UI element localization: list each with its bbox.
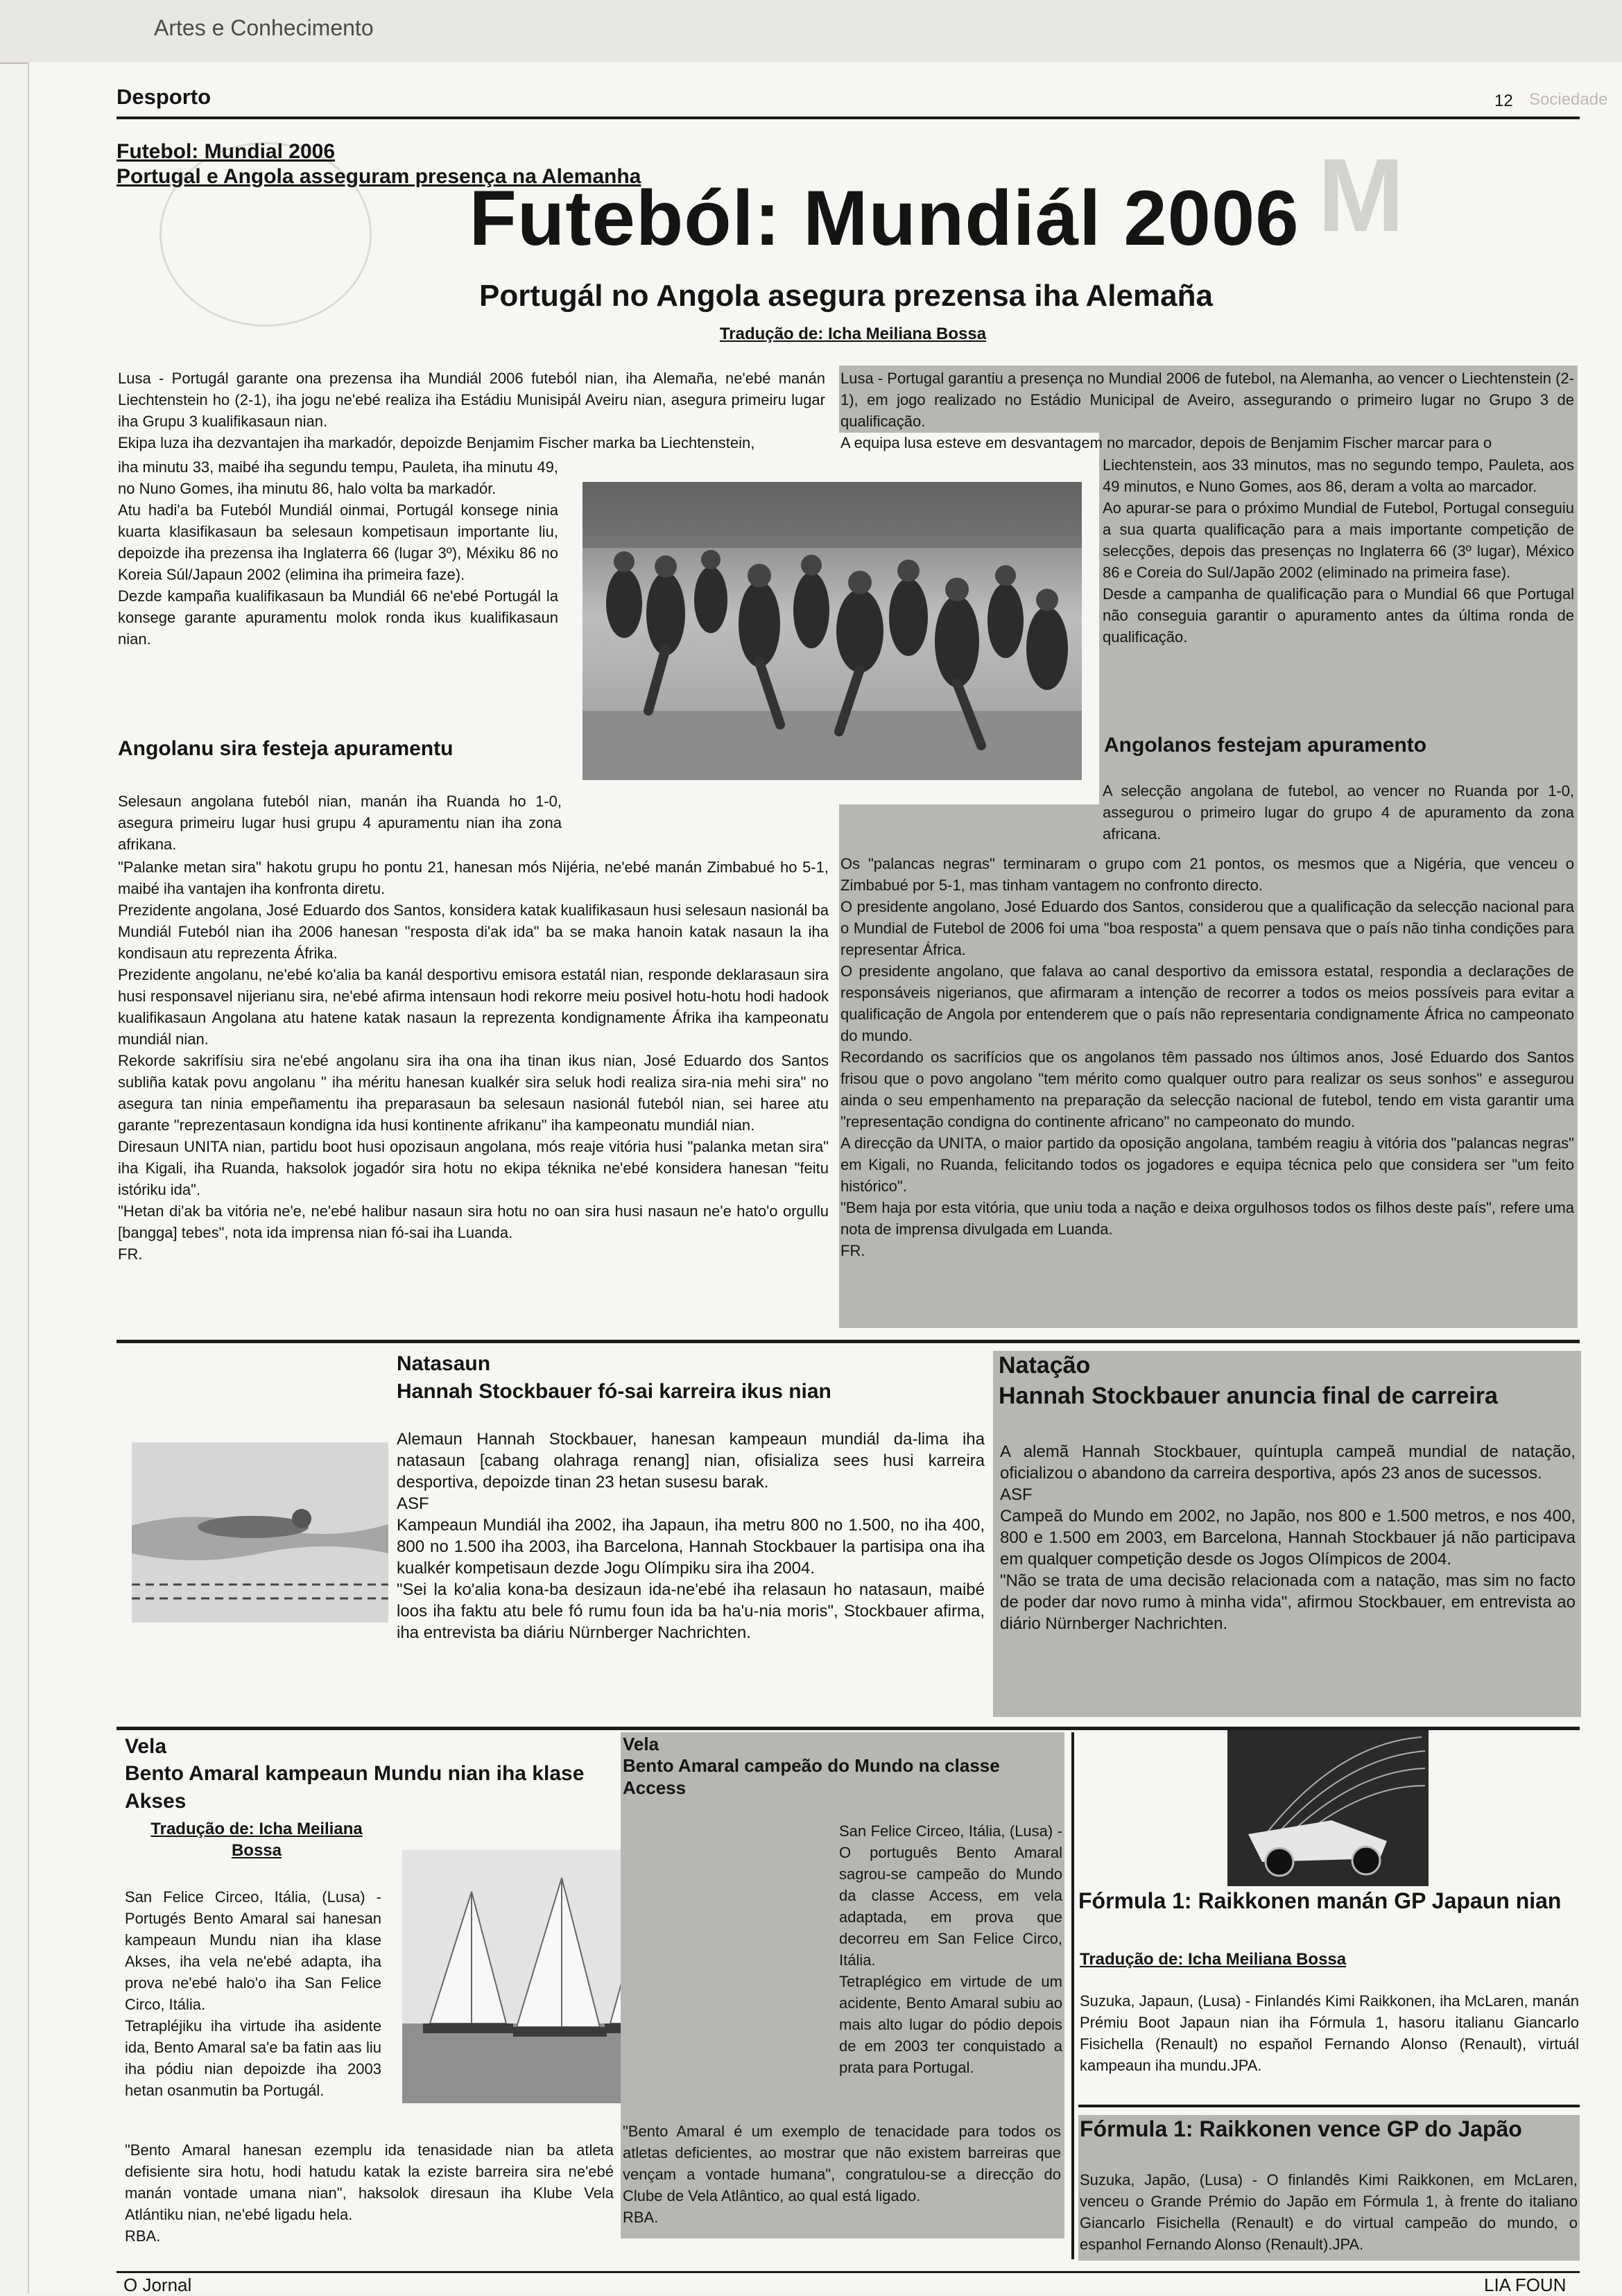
paragraph: FR. — [118, 1245, 143, 1263]
paragraph: Ao apurar-se para o próximo Mundial de Futebol, Portugal conseguiu a sua quarta qualificação para a mais importante competição de selecções, depois das presenças no Inglaterra 66 (3º lugar), México 86 e Coreia do Sul/Japão 2002 (eliminado na primeira fase). — [1103, 499, 1574, 581]
footer-rule — [117, 2271, 1580, 2273]
paragraph: "Bem haja por esta vitória, que uniu toda a nação e deixa orgulhosos todos os filhos deste país", refere uma nota de imprensa divulgada em Luanda. — [840, 1199, 1574, 1238]
paragraph: Suzuka, Japaun, (Lusa) - Finlandés Kimi Raikkonen, iha McLaren, manán Prémiu Boot Japaun nian iha Fórmula 1, hasoru italianu Giancarlo Fisichella (Renault) no espaňol Fernando Alonso (Renault), virtuál kampeaun iha mundu.JPA. — [1080, 1992, 1579, 2074]
main-subtitle: Portugál no Angola asegura prezensa iha Alemaña — [479, 279, 1213, 313]
paragraph: "Palanke metan sira" hakotu grupu ho pontu 21, hanesan mós Nijéria, ne'ebé manán Zimbabué ho 5-1, maibé iha vantajen iha konfronta diretu. — [118, 858, 829, 897]
paragraph: RBA. — [125, 2227, 161, 2245]
paragraph: A direcção da UNITA, o maior partido da oposição angolana, também reagiu à vitória dos "palancas negras" em Kigali, no Ruanda, felicitando todos os jogadores e equipa técnica pelo que considera ser "um feito histórico". — [840, 1134, 1574, 1195]
paragraph: A alemã Hannah Stockbauer, quíntupla campeã mundial de natação, oficializou o abandono da carreira desportiva, após 23 anos de sucessos. — [1000, 1442, 1576, 1483]
paragraph: ASF — [1000, 1485, 1033, 1504]
swim-pt-body — [1000, 1441, 1576, 1634]
f1-photo — [1227, 1730, 1429, 1886]
swim-tetum-body — [397, 1428, 985, 1643]
bleed-text: Sociedade — [1529, 90, 1608, 109]
column-divider — [1071, 1732, 1074, 2259]
paragraph: Atu hadi'a ba Futeból Mundiál oinmai, Portugál konsege ninia kuarta klasifikasaun ba selesaun kompetisaun importante liu, depoizde iha prezensa iha Inglaterra 66 (lugar 3º), Méxiku 86 no Koreia Súl/Japaun 2002 (elimina iha primeira faze). — [118, 501, 558, 583]
main-tetum-bottom — [118, 856, 829, 1265]
f1-car-image — [1227, 1730, 1429, 1886]
paragraph: RBA. — [623, 2209, 659, 2226]
f1-credit: Tradução de: Icha Meiliana Bossa — [1080, 1950, 1347, 1969]
paragraph: Alemaun Hannah Stockbauer, hanesan kampeaun mundiál da-lima iha natasaun [cabang olahraga renang] nian, ofisializa sees husi karreira desportiva, depoizde tinan 23 hetan susesu barak. — [397, 1430, 985, 1492]
sail-pt-kicker: Vela — [623, 1734, 659, 1754]
paragraph: Recordando os sacrifícios que os angolanos têm passado nos últimos anos, José Eduardo dos Santos frisou que o povo angolano "tem mérito como qualquer outro para realizar os seus sonhos" e assegurou ainda o seu empenhamento na preparação da selecção nacional de futebol, tendo em vista garantir uma "representação condigna do continente africano" no campeonato do mundo. — [840, 1048, 1574, 1130]
football-photo — [583, 482, 1082, 780]
football-celebration-image — [583, 482, 1082, 780]
sail-pt-body-wide — [623, 2121, 1061, 2228]
sail-tetum-body-narrow — [125, 1886, 381, 2101]
tetum-subheading: Angolanu sira festeja apuramentu — [118, 737, 454, 760]
paragraph: A equipa lusa esteve em desvantagem no marcador, depois de Benjamim Fischer marcar para o — [840, 434, 1492, 451]
under-page-strip — [0, 0, 1622, 64]
kicker-line-2: Portugal e Angola asseguram presença na Alemanha — [117, 165, 641, 188]
paragraph: Tetraplégico em virtude de um acidente, Bento Amaral subiu ao mais alto lugar do pódio depois de em 2003 ter conquistado a prata para Portugal. — [839, 1973, 1062, 2076]
f1-tetum-body — [1080, 1990, 1579, 2076]
swim-pt-title: Hannah Stockbauer anuncia final de carreira — [999, 1383, 1498, 1409]
paragraph: "Bento Amaral é um exemplo de tenacidade para todos os atletas deficientes, ao mostrar que não existem barreiras que vençam a vontade humana", congratulou-se a direcção do Clube de Vela Atlântico, ao qual está ligado. — [623, 2123, 1061, 2204]
main-pt-bottom — [840, 853, 1574, 1261]
paragraph: ASF — [397, 1494, 429, 1513]
paragraph: Suzuka, Japão, (Lusa) - O finlandês Kimi Raikkonen, em McLaren, venceu o Grande Prémio do Japão em Fórmula 1, à frente do italiano Giancarlo Fisichella (Renault) e do virtual campeão do mundo, o espanhol Fernando Alonso (Renault).JPA. — [1080, 2171, 1578, 2253]
under-page-section: Artes e Conhecimento — [154, 15, 374, 40]
paragraph: O presidente angolano, José Eduardo dos Santos, considerou que a qualificação da selecção nacional para o Mundial de Futebol de 2006 foi uma "boa resposta" a quem pensava que o país não tinha condições para representar África. — [840, 898, 1574, 958]
pt-subheading: Angolanos festejam apuramento — [1104, 734, 1427, 757]
paragraph: Tetrapléjiku iha virtude iha asidente ida, Bento Amaral sa'e ba fatin aas liu iha pódiu nian depoizde iha 2003 hetan osanmutin ba Portugál. — [125, 2017, 381, 2099]
f1-tetum-title: Fórmula 1: Raikkonen manán GP Japaun nian — [1078, 1888, 1562, 1913]
main-title: Futeból: Mundiál 2006 — [469, 175, 1300, 261]
main-tetum-top-narrow — [118, 456, 558, 650]
paragraph: San Felice Circeo, Itália, (Lusa) - O português Bento Amaral sagrou-se campeão do Mundo da classe Access, em vela adaptada, em prova que decorreu em San Felice Circo, Itália. — [839, 1822, 1062, 1969]
paragraph: O presidente angolano, que falava ao canal desportivo da emissora estatal, respondia a declarações de responsáveis nigerianos, que afirmaram a intenção de recorrer a todos os meios possíveis para evitar a qualificação de Angola por entenderem que o país não representaria condignamente África no campeonato do mundo. — [840, 963, 1574, 1044]
paragraph: Selesaun angolana futeból nian, manán iha Ruanda ho 1-0, asegura primeiru lugar husi grupu 4 apuramentu nian iha zona afrikana. — [118, 793, 562, 853]
sail-tetum-kicker: Vela — [125, 1735, 167, 1758]
paragraph: Dezde kampaña kualifikasaun ba Mundiál 66 ne'ebé Portugál la konsege garante apuramentu molok ronda ikus kualifikasaun nian. — [118, 587, 558, 648]
paragraph: Kampeaun Mundiál iha 2002, iha Japaun, iha metru 800 no 1.500, no iha 400, 800 no 1.500 iha 2003, iha Barcelona, Hannah Stockbauer la partisipa ona iha kualkér kompetisaun dezde Jogu Olímpiku sira iha 2004. — [397, 1516, 985, 1578]
paragraph: FR. — [840, 1242, 865, 1259]
header-rule — [117, 116, 1580, 119]
swim-photo — [132, 1442, 388, 1623]
f1-pt-title: Fórmula 1: Raikkonen vence GP do Japão — [1080, 2116, 1522, 2141]
section-rule-1 — [117, 1340, 1580, 1343]
paragraph: "Sei la ko'alia kona-ba desizaun ida-ne'ebé iha relasaun ho natasaun, maibé loos iha faktu atu bele fó rumu foun ida ba ha'u-nia moris", Stockbauer afirma, iha entrevista ba diáriu Nürnberger Nachrichten. — [397, 1580, 985, 1642]
footer-left: O Jornal — [123, 2275, 192, 2295]
paragraph: San Felice Circeo, Itália, (Lusa) - Portugés Bento Amaral sai hanesan kampeaun Mundu nian iha klase Akses, iha vela ne'ebé adapta, iha prova ne'ebé halo'o iha San Felice Circo, Itália. — [125, 1888, 381, 2013]
paragraph: Prezidente angolana, José Eduardo dos Santos, konsidera katak kualifikasaun husi selesaun nasionál ba Mundiál Futeból nian iha 2006 hanesan "resposta di'ak ida" ba se maka hanoin katak nasaun la iha kondisaun atu reprezenta Áfrika. — [118, 901, 829, 962]
footer-right: LIA FOUN — [1484, 2275, 1567, 2295]
main-tetum-bottom-narrow — [118, 791, 562, 855]
swim-pt-kicker: Natação — [999, 1352, 1091, 1379]
main-tetum-top — [118, 368, 825, 454]
paragraph: Prezidente angolanu, ne'ebé ko'alia ba kanál desportivu emisora estatál nian, responde deklarasaun sira husi responsavel nijerianu sira, ne'ebé afirma intensaun hodi rekorre meiu posivel hotu-hotu hodi hadook kualifikasaun Angolana atu hatene katak nasaun la reprezenta kondignamente Áfrika iha kampeonatu mundiál nian. — [118, 966, 829, 1048]
main-pt-right — [1103, 454, 1574, 648]
paragraph: Diresaun UNITA nian, partidu boot husi opozisaun angolana, mós reaje vitória husi "palanka metan sira" iha Kigali, iha Ruanda, haksolok jogadór sira hotu no ekipa téknika ne'ebé konsidera hanesan "feitu istóriku ida". — [118, 1138, 829, 1198]
swim-tetum-title: Hannah Stockbauer fó-sai karreira ikus nian — [397, 1380, 831, 1403]
main-pt-top — [840, 368, 1574, 454]
paragraph: Desde a campanha de qualificação para o Mundial 66 que Portugal não conseguia garantir o apuramento antes da última ronda de qualificação. — [1103, 585, 1574, 646]
paragraph: Lusa - Portugal garantiu a presença no Mundial 2006 de futebol, na Alemanha, ao vencer o Liechtenstein (2-1), em jogo realizado no Estádio Municipal de Aveiro, assegurando o primeiro lugar no Grupo 3 de qualificação. — [840, 370, 1574, 430]
sail-credit: Tradução de: Icha Meiliana Bossa — [150, 1820, 363, 1860]
paragraph: Ekipa luza iha dezvantajen iha markadór, depoizde Benjamim Fischer marka ba Liechtenstein, — [118, 434, 755, 451]
kicker-line-1: Futebol: Mundial 2006 — [117, 140, 336, 163]
paragraph: iha minutu 33, maibé iha segundu tempu, Pauleta, iha minutu 49, no Nuno Gomes, iha minutu 86, halo volta ba markadór. — [118, 458, 558, 497]
sail-tetum-title: Bento Amaral kampeaun Mundu nian iha klase Akses — [125, 1762, 585, 1813]
section-label: Desporto — [117, 85, 212, 109]
swimmer-image — [132, 1442, 388, 1623]
swim-tetum-kicker: Natasaun — [397, 1352, 491, 1375]
main-pt-right-2 — [1103, 780, 1574, 845]
paragraph: Rekorde sakrifísiu sira ne'ebé angolanu sira iha ona iha tinan ikus nian, José Eduardo dos Santos subliña katak povu angolanu " iha méritu hanesan kualkér sira seluk hodi realiza sira-nia mehi sira" no asegura tan ninia empeñamentu iha preparasaun ba selesaun nasionál futeból nian, sei haree atu garante "reprezentasaun kondigna ida husi kontinente afrikanu" iha kampeonatu mundiál nian. — [118, 1052, 829, 1134]
main-credit: Tradução de: Icha Meiliana Bossa — [719, 325, 987, 343]
paragraph: "Hetan di'ak ba vitória ne'e, ne'ebé halibur nasaun sira hotu no oan sira husi nasaun ne'e hato'o orgullu [bangga] tebes", nota ida imprensa nian fó-sai iha Luanda. — [118, 1202, 829, 1241]
paragraph: Os "palancas negras" terminaram o grupo com 21 pontos, os mesmos que a Nigéria, que venceu o Zimbabué por 5-1, mas tinham vantagem no confronto directo. — [840, 855, 1574, 894]
paragraph: "Bento Amaral hanesan ezemplu ida tenasidade nian ba atleta defisiente sira hotu, hodi hatudu katak la eziste barreira sira ne'ebé manán vontade umana nian", haksolok diresaun iha Klube Vela Atlántiku nian, ne'ebé ligadu hela. — [125, 2141, 614, 2223]
paragraph: A selecção angolana de futebol, ao vencer no Ruanda por 1-0, assegurou o primeiro lugar do grupo 4 de apuramento da zona africana. — [1103, 782, 1574, 843]
sail-pt-body — [839, 1820, 1062, 2078]
paragraph: Lusa - Portugál garante ona prezensa iha Mundiál 2006 futeból nian, iha Alemaña, ne'ebé manán Liechtenstein ho (2-1), iha jogu ne'ebé realiza iha Estádiu Munisipál Aveiru nian, asegura primeiru lugar iha Grupu 3 kualifikasaun nian. — [118, 370, 825, 430]
paragraph: Liechtenstein, aos 33 minutos, mas no segundo tempo, Pauleta, aos 49 minutos, e Nuno Gomes, aos 86, deram a volta ao marcador. — [1103, 456, 1574, 495]
page-number: 12 — [1494, 92, 1513, 110]
f1-rule — [1078, 2105, 1580, 2107]
paragraph: "Não se trata de uma decisão relacionada com a natação, mas sim no facto de poder dar novo rumo à minha vida", afirmou Stockbauer, em entrevista ao diário Nürnberger Nachrichten. — [1000, 1571, 1576, 1633]
sail-pt-title: Bento Amaral campeão do Mundo na classe Access — [623, 1755, 1000, 1798]
bleed-watermark: M — [1318, 137, 1407, 253]
f1-pt-body — [1080, 2169, 1578, 2255]
sail-tetum-body-wide — [125, 2139, 614, 2247]
paragraph: Campeã do Mundo em 2002, no Japão, nos 800 e 1.500 metros, e nos 400, 800 e 1.500 em 2003, em Barcelona, Hannah Stockbauer já não participava em qualquer competição desde os Jogos Olímpicos de 2004. — [1000, 1507, 1576, 1569]
